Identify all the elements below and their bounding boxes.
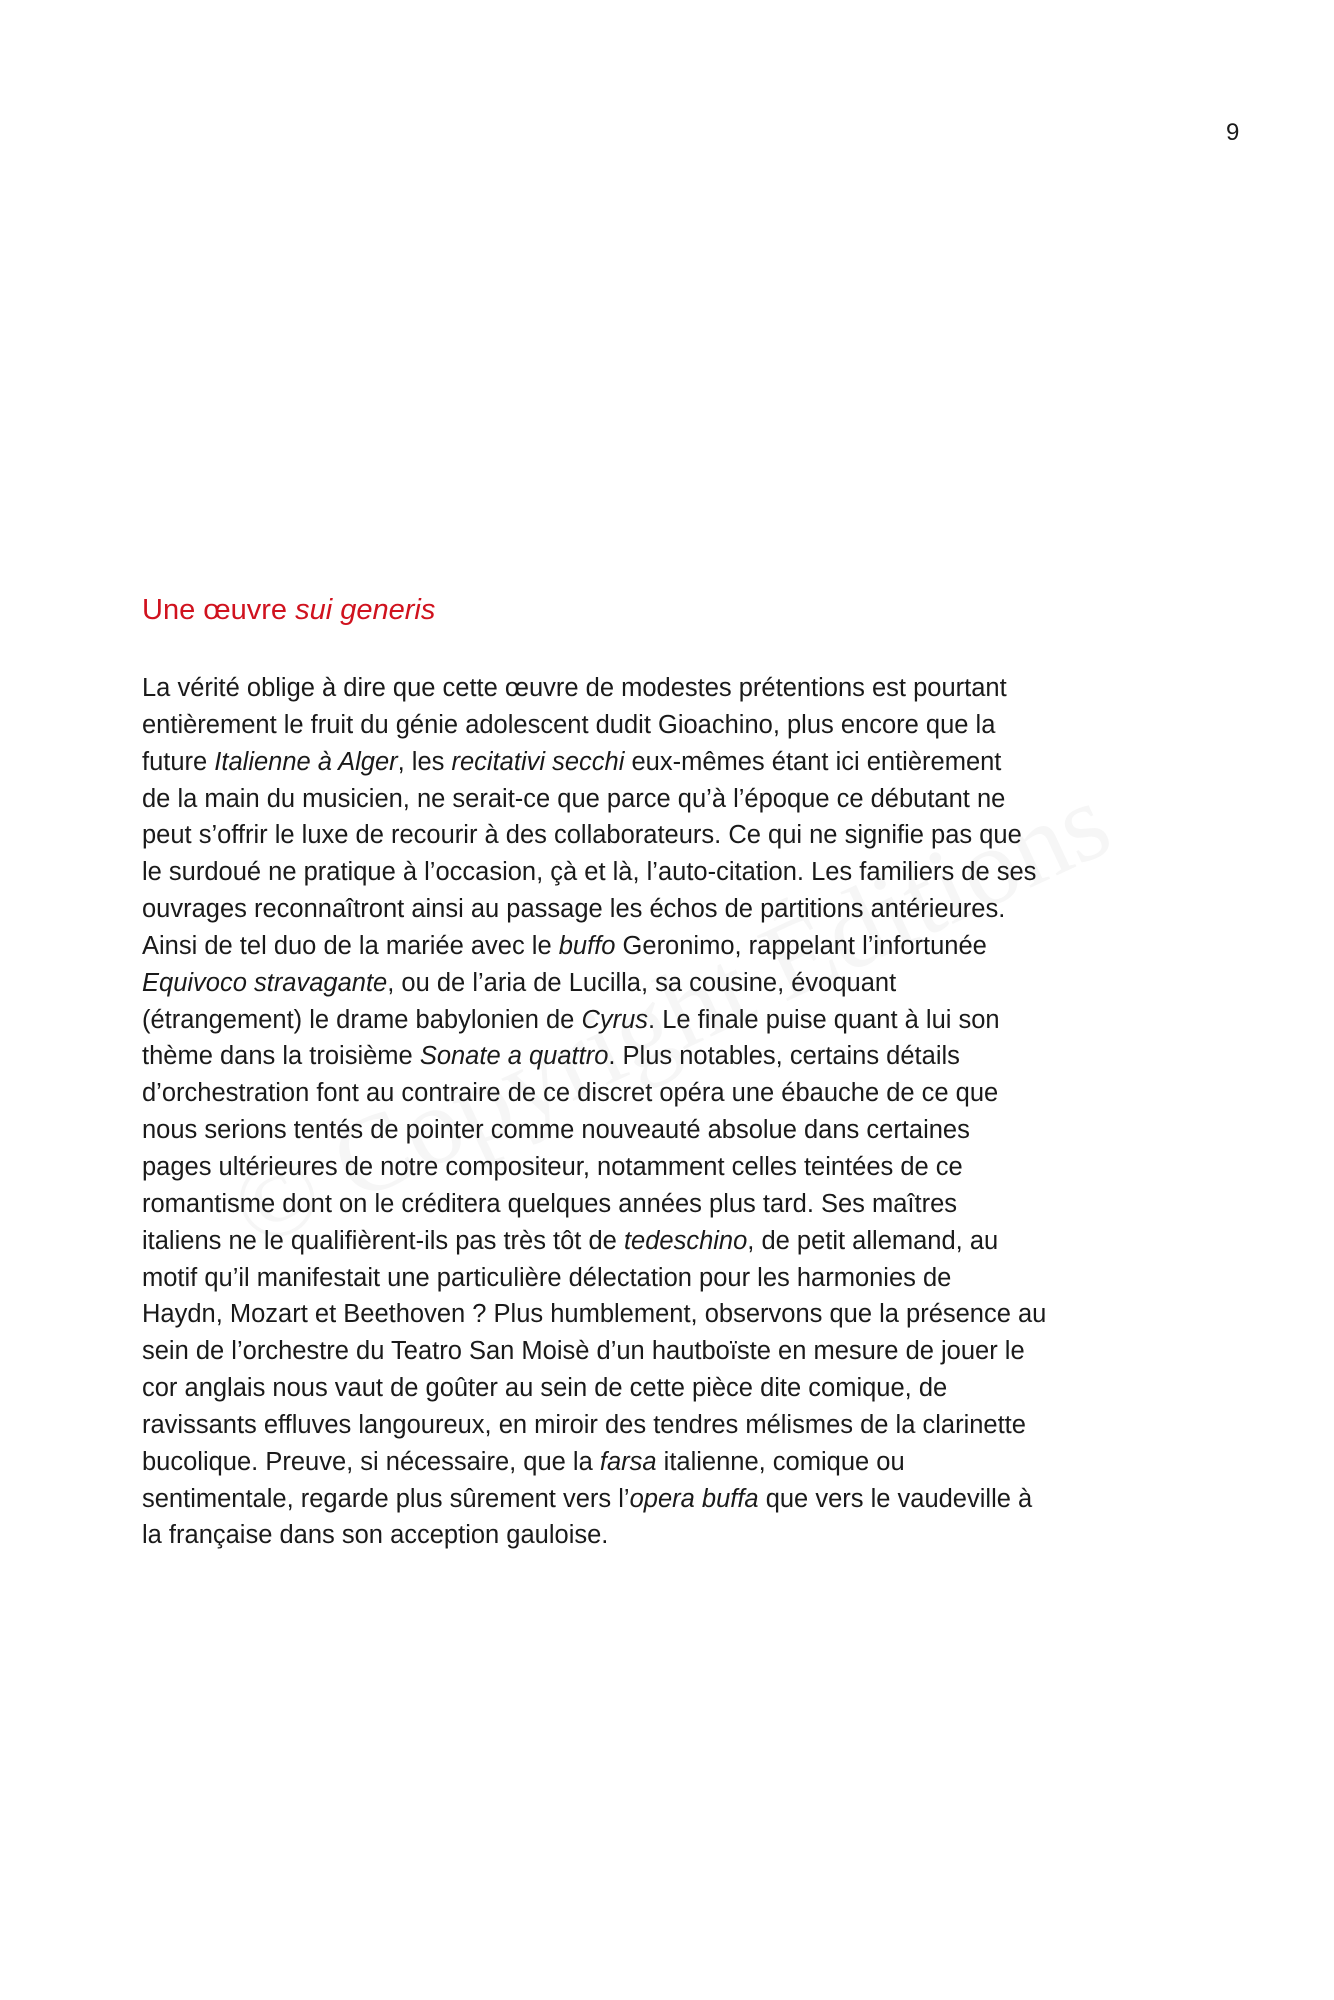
text-run: entièrement le fruit du génie adolescent dudit Gioachino, plus encore que la — [142, 710, 996, 739]
text-run: motif qu’il manifestait une particulière délectation pour les harmonies de — [142, 1263, 952, 1292]
text-run: (étrangement) le drame babylonien de — [142, 1005, 582, 1034]
text-run: le surdoué ne pratique à l’occasion, çà et là, l’auto-citation. Les familiers de ses — [142, 858, 1037, 887]
section-heading-italic: sui generis — [295, 594, 436, 626]
italic-run: opera buffa — [629, 1484, 759, 1513]
text-line — [142, 1186, 1202, 1223]
text-run: future — [142, 747, 215, 776]
text-run: , de petit allemand, au — [747, 1226, 999, 1255]
italic-run: recitativi secchi — [451, 747, 625, 776]
text-run: thème dans la troisième — [142, 1042, 420, 1071]
text-run: , les — [397, 747, 452, 776]
text-run: . Le finale puise quant à lui son — [648, 1005, 1000, 1034]
text-run: romantisme dont on le créditera quelques années plus tard. Ses maîtres — [142, 1189, 958, 1218]
italic-run: tedeschino — [623, 1226, 748, 1255]
body-paragraph — [142, 670, 1202, 1554]
text-run: de la main du musicien, ne serait-ce que parce qu’à l’époque ce débutant ne — [142, 784, 1006, 813]
page-number: 9 — [1226, 119, 1240, 146]
text-run: ouvrages reconnaîtront ainsi au passage les échos de partitions antérieures. — [142, 895, 1006, 924]
text-line — [142, 965, 1202, 1002]
text-run: italiens ne le qualifièrent-ils pas très tôt de — [142, 1226, 624, 1255]
text-run: que vers le vaudeville à — [758, 1484, 1033, 1513]
text-line — [142, 1444, 1202, 1481]
text-run: ravissants effluves langoureux, en miroir des tendres mélismes de la clarinette — [142, 1410, 1026, 1439]
text-line — [142, 744, 1202, 781]
section-heading — [142, 592, 435, 628]
text-line — [142, 817, 1202, 854]
text-line — [142, 1333, 1202, 1370]
text-run: sein de l’orchestre du Teatro San Moisè d’un hautboïste en mesure de jouer le — [142, 1337, 1025, 1366]
text-line — [142, 1407, 1202, 1444]
section-heading-roman: Une œuvre — [142, 594, 296, 626]
text-run: la française dans son acception gauloise. — [142, 1521, 609, 1550]
text-line — [142, 1038, 1202, 1075]
text-line — [142, 1260, 1202, 1297]
text-run: eux-mêmes étant ici entièrement — [624, 747, 1002, 776]
text-run: nous serions tentés de pointer comme nouveauté absolue dans certaines — [142, 1116, 970, 1145]
text-line — [142, 781, 1202, 818]
text-line — [142, 854, 1202, 891]
text-line — [142, 1002, 1202, 1039]
text-run: Haydn, Mozart et Beethoven ? Plus humblement, observons que la présence au — [142, 1300, 1047, 1329]
text-line — [142, 928, 1202, 965]
text-line — [142, 1223, 1202, 1260]
text-line — [142, 1112, 1202, 1149]
text-run: Ainsi de tel duo de la mariée avec le — [142, 931, 559, 960]
text-line — [142, 891, 1202, 928]
text-line — [142, 1296, 1202, 1333]
text-run: cor anglais nous vaut de goûter au sein de cette pièce dite comique, de — [142, 1374, 948, 1403]
text-run: Geronimo, rappelant l’infortunée — [615, 931, 987, 960]
text-line — [142, 1075, 1202, 1112]
text-line — [142, 1370, 1202, 1407]
text-run: sentimentale, regarde plus sûrement vers l’ — [142, 1484, 630, 1513]
text-line — [142, 707, 1202, 744]
italic-run: Equivoco stravagante — [142, 968, 388, 997]
italic-run: Cyrus — [581, 1005, 649, 1034]
italic-run: farsa — [599, 1447, 657, 1476]
text-line — [142, 1481, 1202, 1518]
text-run: , ou de l’aria de Lucilla, sa cousine, évoquant — [387, 968, 897, 997]
text-run: peut s’offrir le luxe de recourir à des collaborateurs. Ce qui ne signifie pas que — [142, 821, 1022, 850]
text-run: italienne, comique ou — [656, 1447, 905, 1476]
text-line — [142, 1149, 1202, 1186]
text-run: . Plus notables, certains détails — [608, 1042, 960, 1071]
text-line — [142, 1517, 1202, 1554]
text-run: d’orchestration font au contraire de ce discret opéra une ébauche de ce que — [142, 1079, 999, 1108]
italic-run: Sonate a quattro — [419, 1042, 609, 1071]
text-run: bucolique. Preuve, si nécessaire, que la — [142, 1447, 600, 1476]
text-run: La vérité oblige à dire que cette œuvre de modestes prétentions est pourtant — [142, 674, 1007, 702]
text-line — [142, 670, 1202, 707]
text-run: pages ultérieures de notre compositeur, notamment celles teintées de ce — [142, 1152, 963, 1181]
italic-run: buffo — [558, 931, 616, 960]
italic-run: Italienne à Alger — [214, 747, 398, 776]
